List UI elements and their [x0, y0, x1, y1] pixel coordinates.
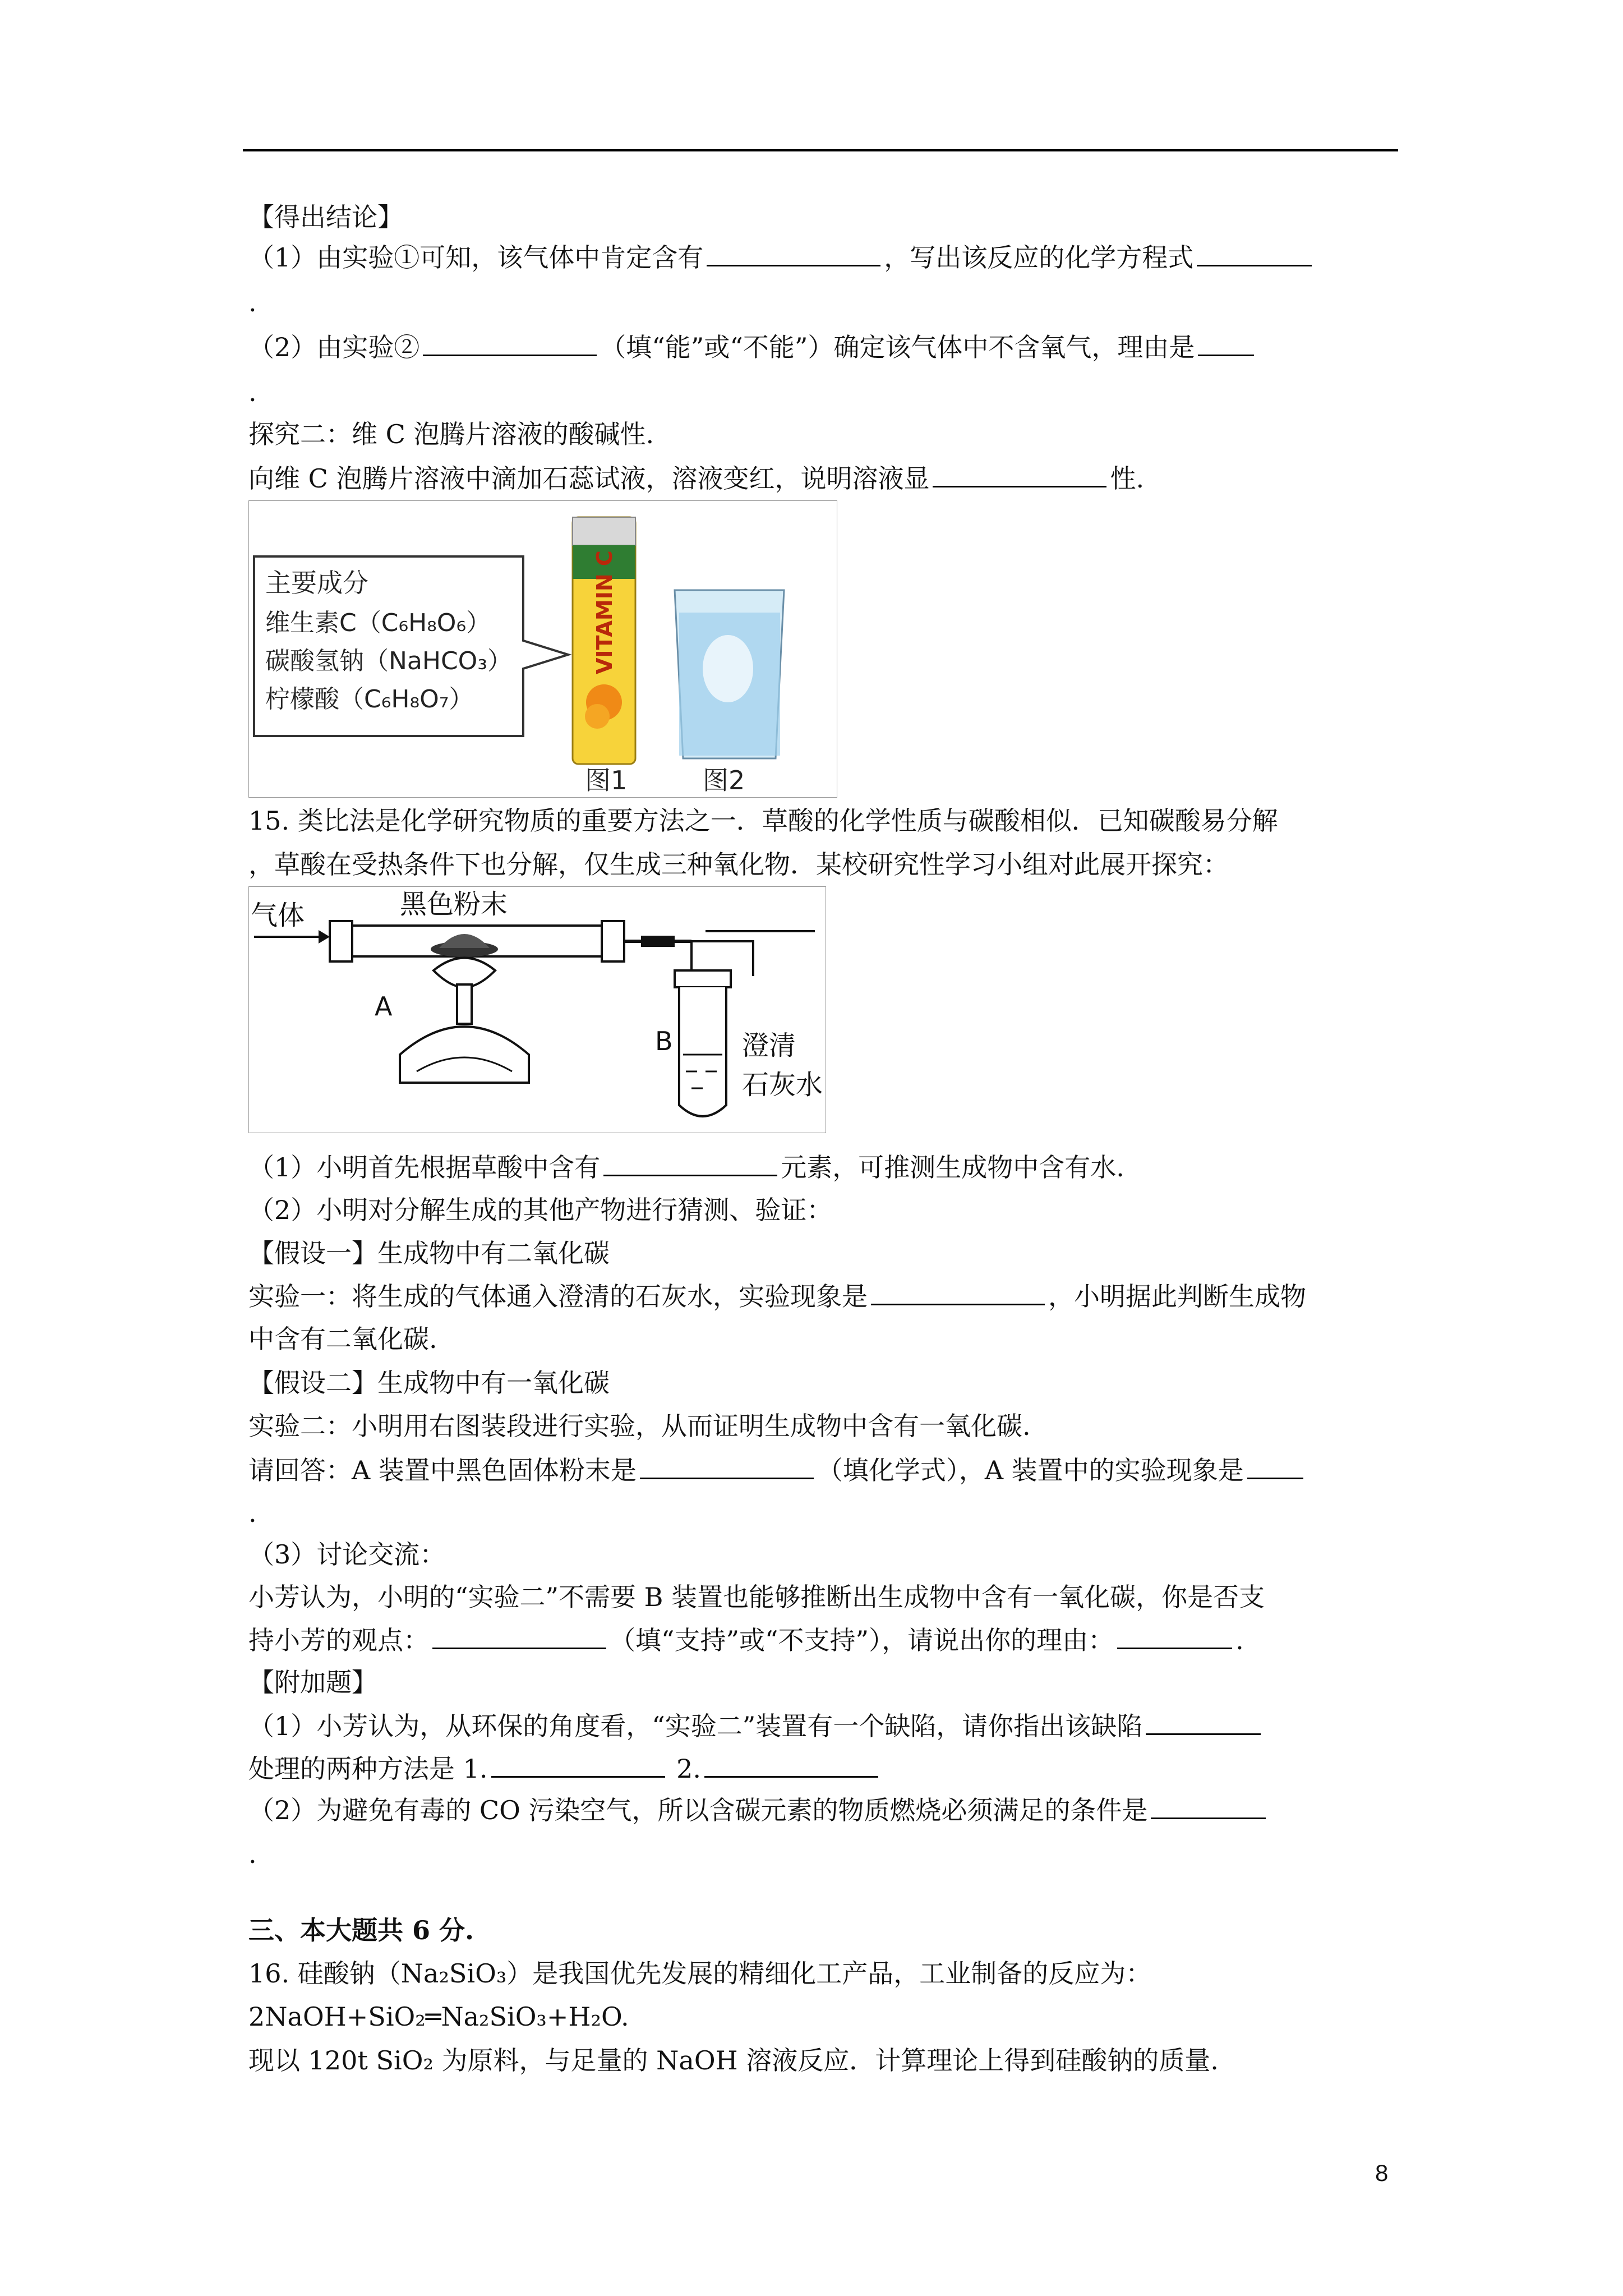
- text: 现以 120t SiO₂ 为原料，与足量的 NaOH 溶液反应．计算理论上得到硅酸钠的质量.: [248, 2045, 1219, 2076]
- answer-blank[interactable]: [603, 1150, 777, 1176]
- component-vitamin-c: 维生素C（C₆H₈O₆）: [265, 609, 491, 637]
- question-line: [248, 1709, 1264, 1743]
- text: （填“能”或“不能”）确定该气体中不含氧气，理由是: [600, 332, 1195, 362]
- text: 【假设二】生成物中有一氧化碳: [248, 1368, 610, 1398]
- question-line: [248, 1793, 1269, 1828]
- text: （填“支持”或“不支持”），请说出你的理由：: [610, 1625, 1114, 1655]
- text: 三、本大题共 6 分.: [248, 1915, 474, 1945]
- text: 小芳认为，小明的“实验二”不需要 B 装置也能够推断出生成物中含有一氧化碳，你是否支: [248, 1582, 1265, 1612]
- tube-label: VITAMIN C: [592, 550, 617, 674]
- caption-figure-1: 图1: [585, 765, 628, 795]
- text: 探究二：维 C 泡腾片溶液的酸碱性.: [248, 419, 654, 449]
- answer-blank[interactable]: [1117, 1623, 1232, 1649]
- text-line: [248, 1837, 257, 1871]
- answer-blank[interactable]: [1146, 1709, 1261, 1735]
- limewater-label-1: 澄清: [742, 1030, 796, 1061]
- text-line: [248, 1236, 610, 1271]
- text-line: [248, 1322, 437, 1356]
- text-line: [248, 1665, 377, 1700]
- text-line: [248, 2043, 1219, 2078]
- heading-text: 【得出结论】: [248, 202, 403, 232]
- text: 持小芳的观点：: [248, 1625, 429, 1655]
- text: ，写出该反应的化学方程式: [884, 242, 1194, 273]
- label-a: A: [375, 991, 393, 1022]
- answer-blank[interactable]: [1151, 1793, 1266, 1819]
- text: （1）小芳认为，从环保的角度看，“实验二”装置有一个缺陷，请你指出该缺陷: [248, 1711, 1143, 1741]
- text: （2）由实验②: [248, 332, 420, 362]
- answer-blank[interactable]: [707, 240, 880, 266]
- text: （1）小明首先根据草酸中含有: [248, 1152, 601, 1182]
- answer-blank[interactable]: [933, 461, 1106, 487]
- text: .: [248, 1498, 257, 1528]
- text: 【假设一】生成物中有二氧化碳: [248, 1238, 610, 1268]
- powder-label: 黑色粉末: [400, 889, 508, 920]
- text-line: [248, 1409, 1031, 1443]
- answer-blank[interactable]: [491, 1751, 665, 1778]
- answer-blank[interactable]: [1247, 1453, 1303, 1479]
- question-15: [248, 803, 1278, 838]
- page-number: 8: [1375, 2160, 1389, 2186]
- answer-blank[interactable]: [432, 1623, 606, 1649]
- text-line: [248, 847, 1229, 882]
- text: ，草酸在受热条件下也分解，仅生成三种氧化物．某校研究性学习小组对此展开探究：: [248, 849, 1229, 880]
- text: （2）为避免有毒的 CO 污染空气，所以含碳元素的物质燃烧必须满足的条件是: [248, 1795, 1148, 1825]
- vitamin-c-figure: [248, 500, 837, 798]
- answer-blank[interactable]: [1197, 240, 1312, 266]
- text: ，小明据此判断生成物: [1048, 1281, 1306, 1312]
- label-b: B: [655, 1026, 673, 1056]
- answer-blank[interactable]: [423, 330, 597, 356]
- text: 性.: [1110, 463, 1145, 494]
- question-16: [248, 1956, 1151, 1991]
- text-line: [248, 1496, 257, 1530]
- text: .: [248, 287, 257, 318]
- text: 请回答：A 装置中黑色固体粉末是: [248, 1455, 637, 1485]
- text: 实验二：小明用右图装段进行实验，从而证明生成物中含有一氧化碳.: [248, 1411, 1031, 1441]
- answer-blank[interactable]: [704, 1751, 878, 1778]
- text: 2NaOH+SiO₂═Na₂SiO₃+H₂O.: [248, 2001, 629, 2032]
- text: 15. 类比法是化学研究物质的重要方法之一．草酸的化学性质与碳酸相似．已知碳酸易分解: [248, 806, 1278, 836]
- question-line: [248, 1751, 882, 1786]
- text: 元素，可推测生成物中含有水.: [781, 1152, 1124, 1182]
- answer-blank[interactable]: [871, 1279, 1045, 1305]
- text: 中含有二氧化碳.: [248, 1324, 437, 1354]
- text: .: [248, 1839, 257, 1869]
- caption-figure-2: 图2: [703, 765, 745, 795]
- text-line: [248, 1365, 610, 1400]
- answer-blank[interactable]: [1198, 330, 1254, 356]
- apparatus-figure: [248, 886, 826, 1133]
- equation-line: [248, 1999, 629, 2034]
- text: 2.: [676, 1754, 702, 1784]
- text: .: [1235, 1625, 1244, 1655]
- answer-blank[interactable]: [640, 1453, 814, 1479]
- component-nahco3: 碳酸氢钠（NaHCO₃）: [265, 647, 512, 675]
- question-line: [248, 1623, 1244, 1658]
- text: .: [248, 377, 257, 407]
- header-rule: [243, 149, 1398, 151]
- section-heading: [248, 1913, 474, 1948]
- text-line: [248, 1580, 1265, 1614]
- question-line: [248, 330, 1257, 365]
- gas-label: 气体: [251, 900, 305, 931]
- text: 【附加题】: [248, 1667, 377, 1697]
- text-line: [248, 285, 257, 320]
- vitamin-tube: [573, 517, 635, 764]
- callout-title: 主要成分: [265, 568, 368, 598]
- text: （填化学式），A 装置中的实验现象是: [817, 1455, 1244, 1485]
- text-line: [248, 1537, 445, 1572]
- water-glass: [675, 590, 784, 758]
- text: （1）由实验①可知，该气体中肯定含有: [248, 242, 704, 273]
- limewater-label-2: 石灰水: [742, 1069, 823, 1101]
- text: 向维 C 泡腾片溶液中滴加石蕊试液，溶液变红，说明溶液显: [248, 463, 930, 494]
- text: 实验一：将生成的气体通入澄清的石灰水，实验现象是: [248, 1281, 868, 1312]
- text-line: [248, 375, 257, 409]
- test-tube-b: [675, 970, 731, 1116]
- question-line: [248, 240, 1315, 275]
- component-citric-acid: 柠檬酸（C₆H₈O₇）: [265, 685, 474, 714]
- question-line: [248, 1453, 1307, 1488]
- text-line: [248, 417, 654, 452]
- heading-conclusion: [248, 200, 403, 234]
- question-line: [248, 1279, 1306, 1314]
- text: （3）讨论交流：: [248, 1539, 446, 1570]
- text: 处理的两种方法是 1.: [248, 1754, 488, 1784]
- text-line: [248, 1193, 832, 1227]
- question-line: [248, 461, 1144, 496]
- combustion-tube: [330, 921, 624, 961]
- text: 16. 硅酸钠（Na₂SiO₃）是我国优先发展的精细化工产品，工业制备的反应为：: [248, 1958, 1152, 1989]
- text: （2）小明对分解生成的其他产物进行猜测、验证：: [248, 1195, 833, 1225]
- question-line: [248, 1150, 1124, 1185]
